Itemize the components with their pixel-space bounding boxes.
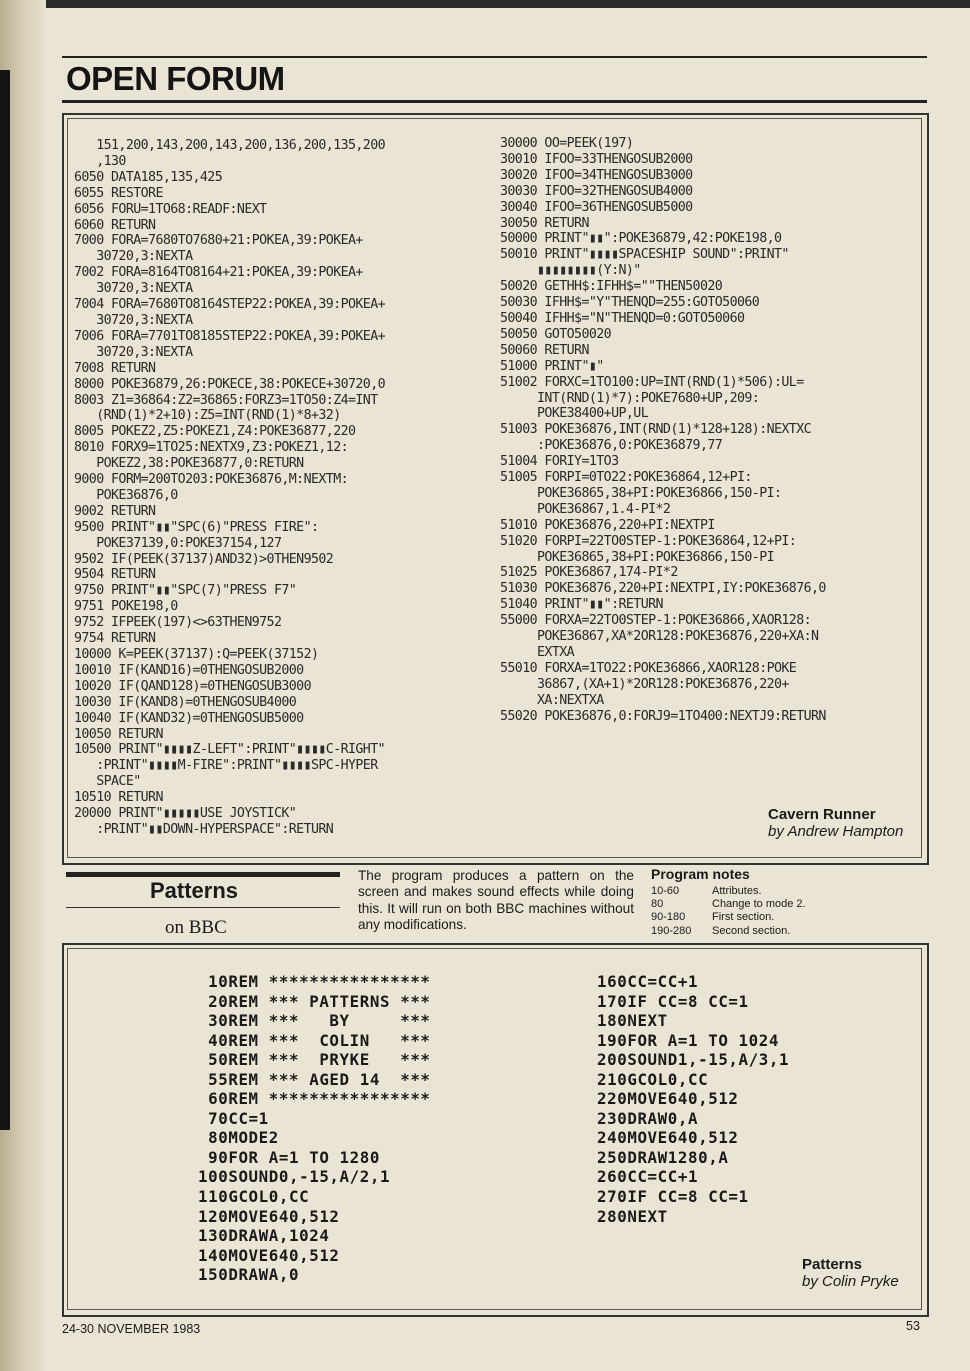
code-line: 70CC=1 <box>198 1108 269 1128</box>
code-line: 280NEXT <box>597 1206 668 1226</box>
code-line: 20000 PRINT"▮▮▮▮▮USE JOYSTICK" <box>74 806 297 822</box>
cavern-listing-left-column <box>74 138 385 838</box>
page-top-edge <box>0 0 970 8</box>
code-line: 30720,3:NEXTA <box>74 281 193 297</box>
cavern-runner-credit <box>768 806 903 840</box>
code-line: SPACE" <box>74 774 141 790</box>
patterns-title: Patterns <box>150 878 239 903</box>
code-line: 150DRAWA,0 <box>198 1265 300 1285</box>
code-line: 200SOUND1,-15,A/3,1 <box>597 1050 790 1070</box>
code-line: 140MOVE640,512 <box>198 1245 340 1265</box>
code-line: POKE36876,0 <box>74 487 178 503</box>
code-line: POKE36865,38+PI:POKE36866,150-PI <box>500 549 775 565</box>
code-line: 210GCOL0,CC <box>597 1069 709 1089</box>
issue-date: 24-30 NOVEMBER 1983 <box>62 1322 201 1336</box>
patterns-box-inner <box>67 948 922 1310</box>
code-line: 80MODE2 <box>198 1128 279 1148</box>
code-line: 30030 IFOO=32THENGOSUB4000 <box>500 183 693 199</box>
code-line: 51025 POKE36867,174-PI*2 <box>500 565 678 581</box>
code-line: :PRINT"▮▮DOWN-HYPERSPACE":RETURN <box>74 821 334 837</box>
code-line: 10510 RETURN <box>74 790 163 806</box>
program-note-row <box>651 911 806 924</box>
program-notes-title: Program notes <box>651 866 750 882</box>
code-line: 51002 FORXC=1TO100:UP=INT(RND(1)*506):UL= <box>500 374 804 390</box>
code-line: 50060 RETURN <box>500 342 589 358</box>
code-line: 51005 FORPI=0TO22:POKE36864,12+PI: <box>500 470 752 486</box>
code-line: 50030 IFHH$="Y"THENQD=255:GOTO50060 <box>500 295 760 311</box>
code-line: :POKE36876,0:POKE36879,77 <box>500 438 723 454</box>
cavern-listing-right-column <box>500 136 826 725</box>
code-line: 30720,3:NEXTA <box>74 344 193 360</box>
code-line: 9500 PRINT"▮▮"SPC(6)"PRESS FIRE": <box>74 519 319 535</box>
code-line: 6056 FORU=1TO68:READF:NEXT <box>74 201 267 217</box>
code-line: 55010 FORXA=1TO22:POKE36866,XAOR128:POKE <box>500 660 797 676</box>
code-line: 50010 PRINT"▮▮▮▮SPACESHIP SOUND":PRINT" <box>500 247 789 263</box>
code-line: 30020 IFOO=34THENGOSUB3000 <box>500 167 693 183</box>
code-line: POKE37139,0:POKE37154,127 <box>74 535 282 551</box>
code-line: 6050 DATA185,135,425 <box>74 169 223 185</box>
code-line: 10030 IF(KAND8)=0THENGOSUB4000 <box>74 694 297 710</box>
code-line: 10020 IF(QAND128)=0THENGOSUB3000 <box>74 678 311 694</box>
code-line: 9751 POKE198,0 <box>74 599 178 615</box>
program-note-lines: 10-60 <box>651 885 680 897</box>
code-line: 230DRAW0,A <box>597 1108 699 1128</box>
code-line: INT(RND(1)*7):POKE7680+UP,209: <box>500 390 760 406</box>
code-line: 8000 POKE36879,26:POKECE,38:POKECE+30720,0 <box>74 376 386 392</box>
code-line: EXTXA <box>500 645 575 660</box>
patterns-credit-author: by Colin Pryke <box>802 1273 899 1290</box>
code-line: POKEZ2,38:POKE36877,0:RETURN <box>74 456 304 472</box>
code-line: 151,200,143,200,143,200,136,200,135,200 <box>74 138 386 153</box>
code-line: ▮▮▮▮▮▮▮▮(Y:N)" <box>500 263 641 279</box>
code-line: 170IF CC=8 CC=1 <box>597 991 749 1011</box>
program-note-lines: 90-180 <box>651 911 686 924</box>
program-note-text: Second section. <box>712 924 791 937</box>
code-line: 30040 IFOO=36THENGOSUB5000 <box>500 199 693 215</box>
code-line: 9752 IFPEEK(197)<>63THEN9752 <box>74 615 282 631</box>
code-line: 10REM **************** <box>198 972 431 991</box>
code-line: 6055 RESTORE <box>74 185 163 201</box>
patterns-title-rule-mid <box>66 907 340 908</box>
cavern-runner-credit-title: Cavern Runner <box>768 806 876 823</box>
code-line: 9750 PRINT"▮▮"SPC(7)"PRESS F7" <box>74 583 297 599</box>
code-line: 40REM *** COLIN *** <box>198 1030 431 1050</box>
program-note-row <box>651 898 806 911</box>
code-line: 10040 IF(KAND32)=0THENGOSUB5000 <box>74 710 304 726</box>
code-line: POKE36867,XA*2OR128:POKE36876,220+XA:N <box>500 629 819 645</box>
code-line: 55000 FORXA=22TO0STEP-1:POKE36866,XAOR128: <box>500 613 812 629</box>
program-note-row <box>651 885 806 898</box>
code-line: 10050 RETURN <box>74 726 163 742</box>
code-line: 180NEXT <box>597 1011 668 1031</box>
code-line: 10500 PRINT"▮▮▮▮Z-LEFT":PRINT"▮▮▮▮C-RIGHT" <box>74 742 386 758</box>
code-line: 220MOVE640,512 <box>597 1089 739 1109</box>
code-line: 30720,3:NEXTA <box>74 312 193 328</box>
code-line: 7008 RETURN <box>74 360 156 376</box>
header-top-rule <box>62 56 927 58</box>
code-line: 55REM *** AGED 14 *** <box>198 1069 431 1089</box>
patterns-credit <box>802 1256 899 1290</box>
patterns-intro: The program produces a pattern on the screen and makes sound effects while doing this. It will run on both BBC machines without any modifications. <box>358 868 634 933</box>
binding-shadow-bar <box>0 70 10 1130</box>
code-line: 36867,(XA+1)*2OR128:POKE36876,220+ <box>500 676 789 692</box>
code-line: 7002 FORA=8164TO8164+21:POKEA,39:POKEA+ <box>74 265 363 281</box>
program-note-row <box>651 925 806 938</box>
section-title: OPEN FORUM <box>66 60 285 97</box>
code-line: 7006 FORA=7701TO8185STEP22:POKEA,39:POKEA+ <box>74 328 386 344</box>
code-line: 130DRAWA,1024 <box>198 1226 330 1246</box>
code-line: 7004 FORA=7680TO8164STEP22:POKEA,39:POKEA+ <box>74 297 386 313</box>
patterns-listing-right-column <box>597 972 789 1226</box>
code-line: 30REM *** BY *** <box>198 1011 431 1031</box>
code-line: 8005 POKEZ2,Z5:POKEZ1,Z4:POKE36877,220 <box>74 424 356 440</box>
code-line: 8010 FORX9=1TO25:NEXTX9,Z3:POKEZ1,12: <box>74 440 349 456</box>
code-line: 60REM **************** <box>198 1089 431 1109</box>
code-line: 51004 FORIY=1TO3 <box>500 454 619 470</box>
code-line: 240MOVE640,512 <box>597 1128 739 1148</box>
patterns-listing-left-column <box>198 972 431 1285</box>
code-line: 9504 RETURN <box>74 567 156 583</box>
code-line: 50050 GOTO50020 <box>500 326 612 342</box>
program-note-lines: 80 <box>651 898 664 911</box>
code-line: 10010 IF(KAND16)=0THENGOSUB2000 <box>74 662 304 678</box>
code-line: :PRINT"▮▮▮▮M-FIRE":PRINT"▮▮▮▮SPC-HYPER <box>74 758 378 774</box>
code-line: 260CC=CC+1 <box>597 1167 699 1187</box>
code-line: 30010 IFOO=33THENGOSUB2000 <box>500 151 693 167</box>
cavern-runner-credit-author: by Andrew Hampton <box>768 823 904 840</box>
code-line: 9002 RETURN <box>74 503 156 519</box>
code-line: 50REM *** PRYKE *** <box>198 1050 431 1070</box>
code-line: 8003 Z1=36864:Z2=36865:FORZ3=1TO50:Z4=INT <box>74 392 378 408</box>
code-line: 7000 FORA=7680TO7680+21:POKEA,39:POKEA+ <box>74 233 363 249</box>
code-line: 120MOVE640,512 <box>198 1206 340 1226</box>
code-line: (RND(1)*2+10):Z5=INT(RND(1)*8+32) <box>74 408 341 424</box>
code-line: 50000 PRINT"▮▮":POKE36879,42:POKE198,0 <box>500 231 782 247</box>
code-line: 51000 PRINT"▮" <box>500 358 604 374</box>
code-line: 20REM *** PATTERNS *** <box>198 991 431 1011</box>
code-line: 10000 K=PEEK(37137):Q=PEEK(37152) <box>74 647 319 662</box>
header-bottom-rule <box>62 100 927 103</box>
program-note-text: First section. <box>712 911 775 924</box>
code-line: XA:NEXTXA <box>500 692 604 708</box>
code-line: 190FOR A=1 TO 1024 <box>597 1030 779 1050</box>
code-line: 110GCOL0,CC <box>198 1187 310 1207</box>
code-line: 50020 GETHH$:IFHH$=""THEN50020 <box>500 279 723 295</box>
code-line: 100SOUND0,-15,A/2,1 <box>198 1167 391 1187</box>
program-note-lines: 190-280 <box>651 924 692 937</box>
code-line: 160CC=CC+1 <box>597 972 699 991</box>
code-line: 30720,3:NEXTA <box>74 249 193 265</box>
program-note-text: Change to mode 2. <box>712 898 806 911</box>
code-line: 250DRAW1280,A <box>597 1147 729 1167</box>
code-line: POKE38400+UP,UL <box>500 406 649 422</box>
code-line: 30050 RETURN <box>500 215 589 231</box>
code-line: 90FOR A=1 TO 1280 <box>198 1147 380 1167</box>
code-line: ,130 <box>74 153 126 169</box>
code-line: POKE36865,38+PI:POKE36866,150-PI: <box>500 485 782 501</box>
patterns-subtitle: on BBC <box>165 917 227 938</box>
code-line: 6060 RETURN <box>74 217 156 233</box>
code-line: 50040 IFHH$="N"THENQD=0:GOTO50060 <box>500 310 745 326</box>
code-line: 9754 RETURN <box>74 631 156 647</box>
code-line: 55020 POKE36876,0:FORJ9=1TO400:NEXTJ9:RETURN <box>500 708 826 724</box>
code-line: 30000 OO=PEEK(197) <box>500 136 634 151</box>
code-line: 270IF CC=8 CC=1 <box>597 1187 749 1207</box>
code-line: 9502 IF(PEEK(37137)AND32)>0THEN9502 <box>74 551 334 567</box>
code-line: 51040 PRINT"▮▮":RETURN <box>500 597 663 613</box>
code-line: 51003 POKE36876,INT(RND(1)*128+128):NEXTXC <box>500 422 812 438</box>
program-note-text: Attributes. <box>712 885 762 897</box>
code-line: 51030 POKE36876,220+PI:NEXTPI,IY:POKE36876,0 <box>500 581 826 597</box>
page-number: 53 <box>906 1319 920 1333</box>
patterns-title-rule-top <box>66 872 340 877</box>
code-line: 51010 POKE36876,220+PI:NEXTPI <box>500 517 715 533</box>
patterns-credit-title: Patterns <box>802 1256 863 1273</box>
code-line: 51020 FORPI=22TO0STEP-1:POKE36864,12+PI: <box>500 533 797 549</box>
code-line: POKE36867,1.4-PI*2 <box>500 501 671 517</box>
code-line: 9000 FORM=200TO203:POKE36876,M:NEXTM: <box>74 472 349 488</box>
program-notes-list <box>651 885 806 938</box>
